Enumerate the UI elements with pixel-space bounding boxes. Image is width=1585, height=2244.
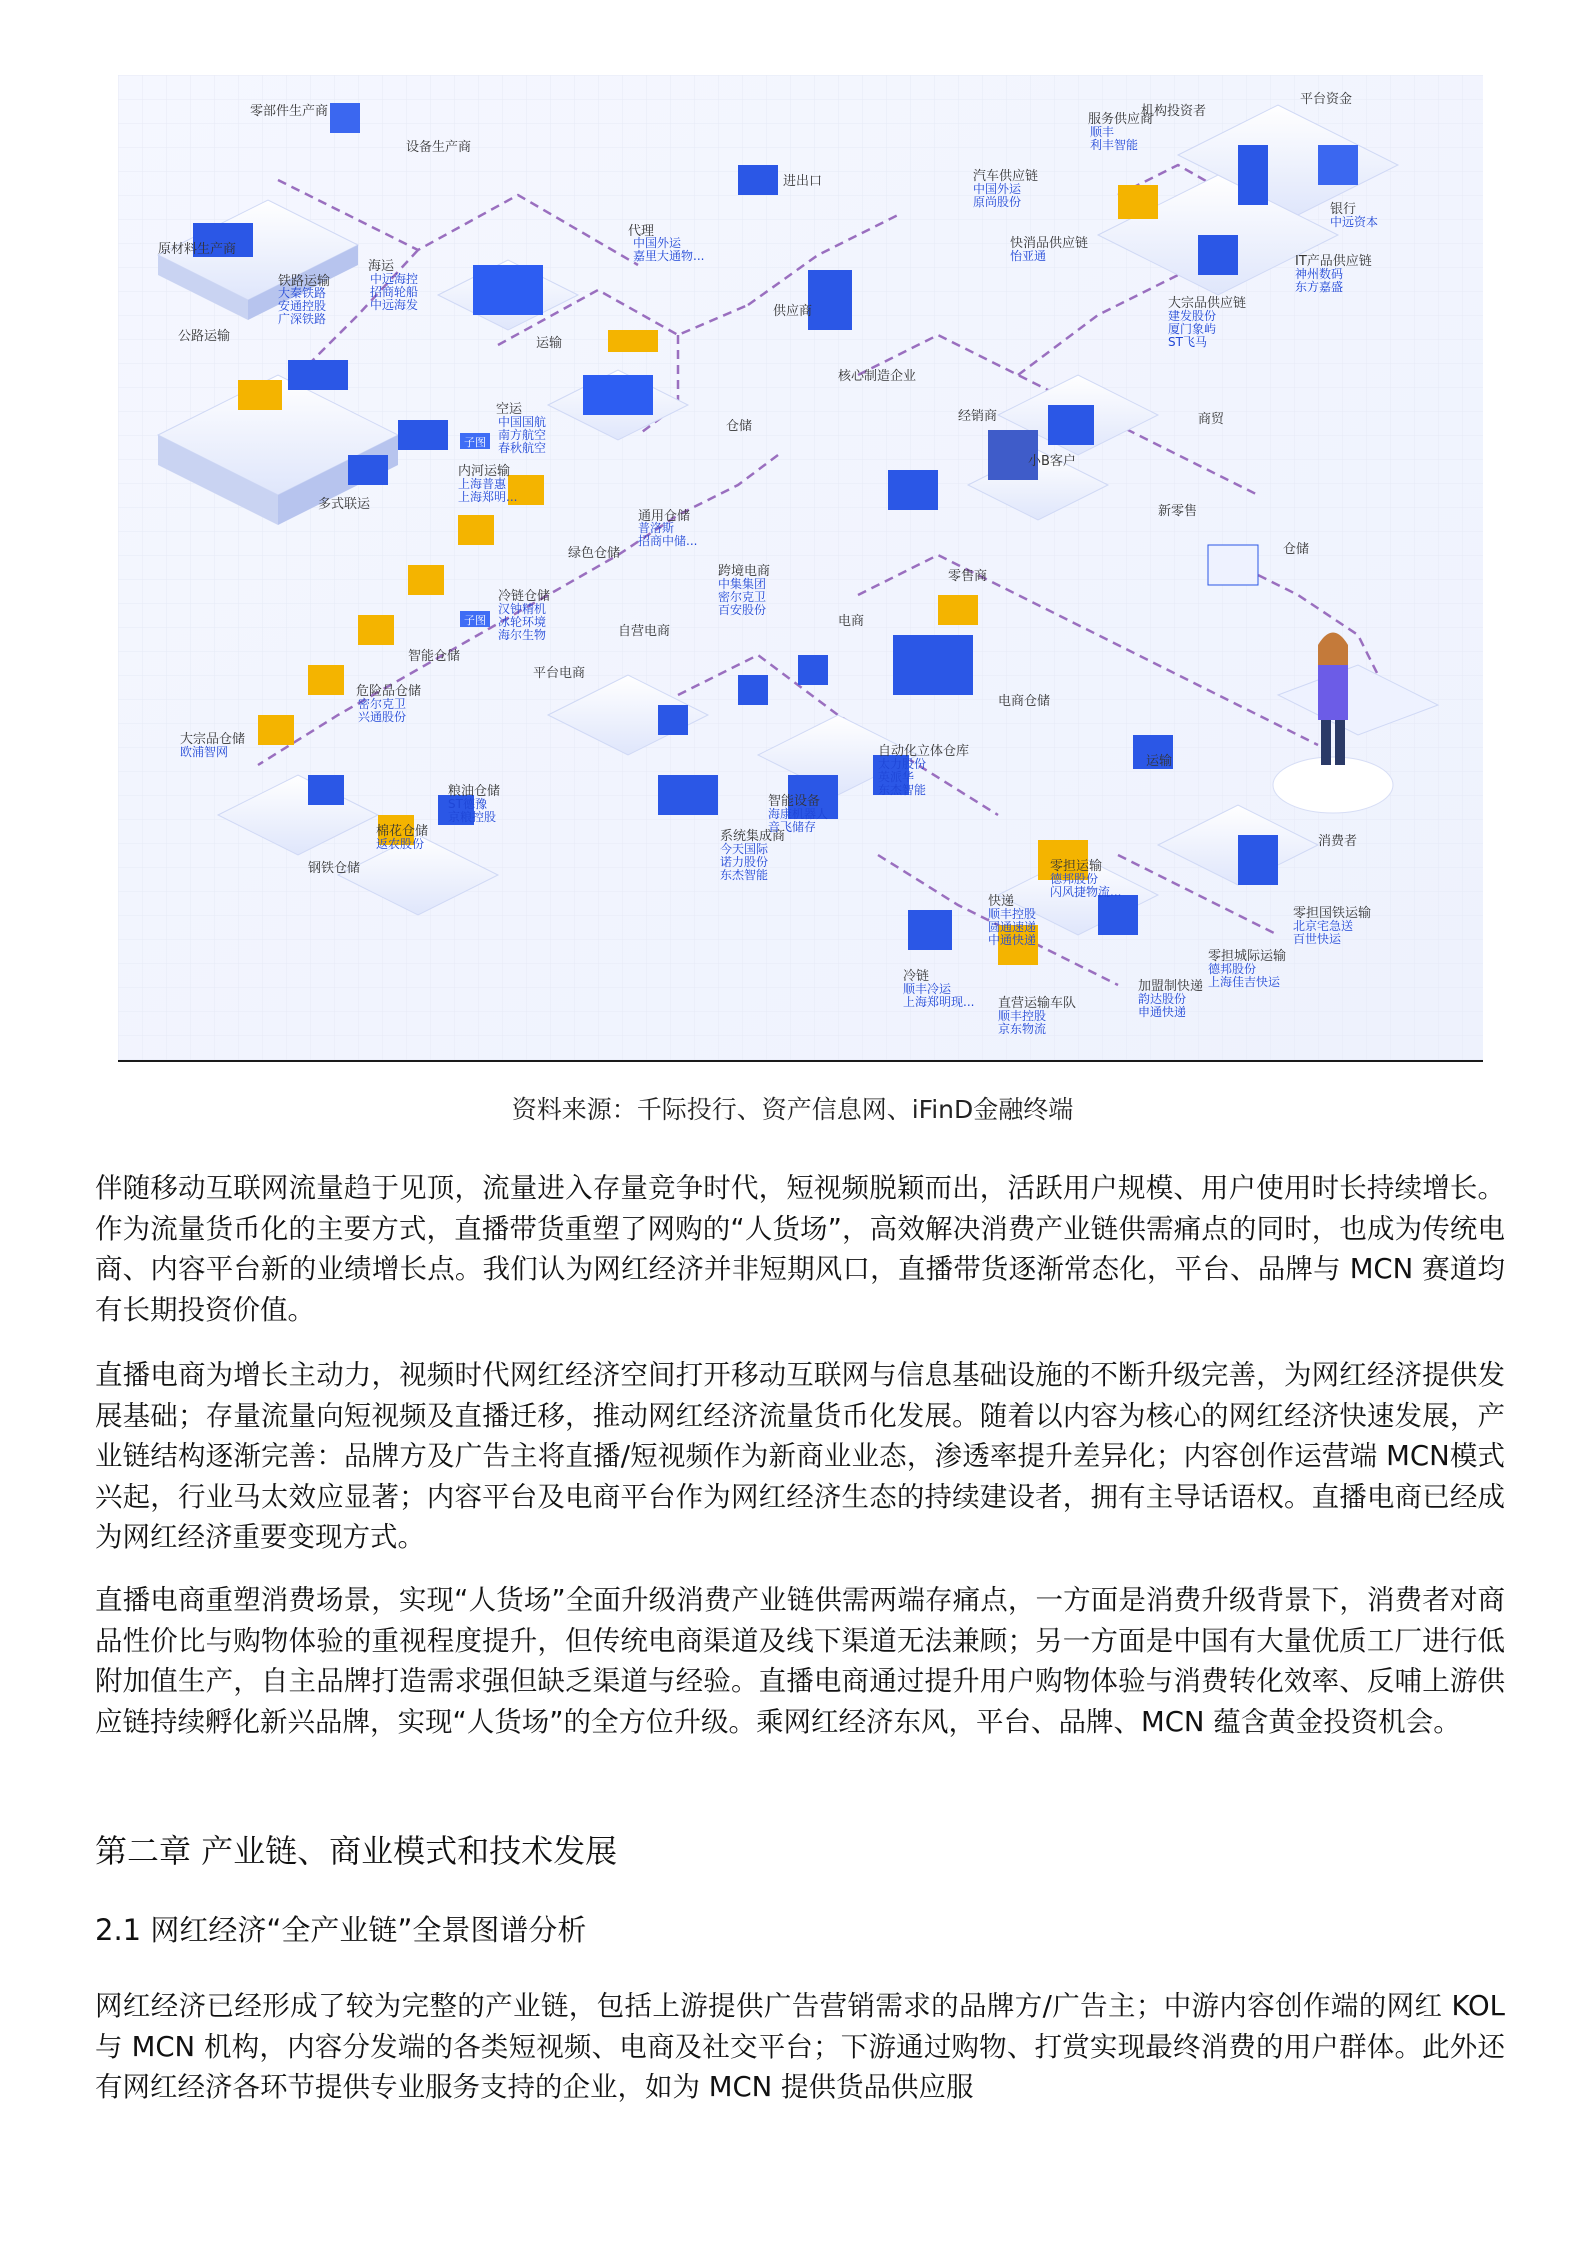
label-express: 快递: [988, 894, 1015, 909]
label-sys-integrator: 系统集成商: [720, 829, 786, 844]
company-name: 返农股份: [376, 837, 425, 851]
company-name: 上海佳吉快运: [1208, 975, 1281, 989]
company-name: 招商中储...: [638, 534, 698, 548]
tag-subsidiary-2: 子图: [464, 614, 486, 627]
label-ecom-wh: 电商仓储: [998, 694, 1051, 709]
company-name: 申通快递: [1138, 1005, 1187, 1019]
industry-chain-diagram: [118, 75, 1483, 1060]
company-name: 厦门象屿: [1168, 322, 1217, 336]
label-green-wh: 绿色仓储: [568, 546, 621, 561]
company-name: 建发股份: [1168, 309, 1217, 323]
company-name: 冰轮环境: [498, 615, 547, 629]
label-franchise: 加盟制快递: [1138, 979, 1204, 994]
companies-sys: [720, 841, 769, 882]
company-name: 中国外运: [633, 236, 682, 250]
company-name: 密尔克卫: [358, 697, 407, 711]
company-name: 密尔克卫: [718, 590, 767, 604]
company-name: 南方航空: [498, 428, 547, 442]
label-sea: 海运: [368, 259, 395, 274]
company-name: 春秋航空: [498, 441, 547, 455]
company-name: 京东物流: [998, 1022, 1047, 1036]
label-warehouse-2: 仓储: [1283, 542, 1310, 557]
company-name: ST德豫: [448, 797, 487, 811]
company-name: 中远海控: [370, 272, 419, 286]
paragraph-4: 网红经济已经形成了较为完整的产业链，包括上游提供广告营销需求的品牌方/广告主；中游内容创作端的网红 KOL 与 MCN 机构，内容分发端的各类短视频、电商及社交平台；下游通过购物、打赏实现最终消费的用户群体。此外还有网红经济各环节提供专业服务支持的企业，如为 MCN 提供货品供应服: [95, 1990, 1505, 2103]
figure-caption: 资料来源：千际投行、资产信息网、iFinD金融终端: [511, 1095, 1074, 1124]
label-smart-wh: 智能仓储: [408, 649, 461, 664]
company-name: ST飞马: [1168, 335, 1207, 349]
companies-hazard: [358, 696, 406, 724]
tag-subsidiary: 子图: [464, 436, 486, 449]
label-transport: 运输: [536, 336, 563, 351]
label-import-export: 进出口: [783, 174, 823, 189]
companies-bulk: [180, 744, 228, 759]
label-trade: 商贸: [1198, 412, 1225, 427]
label-bulk-supplier: 大宗品供应链: [1168, 296, 1247, 311]
paragraph-2: 直播电商为增长主动力，视频时代网红经济空间打开移动互联网与信息基础设施的不断升级完善，为网红经济提供发展基础；存量流量向短视频及直播迁移，推动网红经济流量货币化发展。随着以内容为核心的网红经济快速发展，产业链结构逐渐完善：品牌方及广告主将直播/短视频作为新商业业态，渗透率提升差异化；内容创作运营端 MCN模式兴起，行业马太效应显著；内容平台及电商平台作为网红经济生态的持续建设者，拥有主导话语权。直播电商已经成为网红经济重要变现方式。: [95, 1359, 1505, 1553]
label-rail-ltl: 零担国铁运输: [1293, 906, 1372, 921]
label-new-retail: 新零售: [1158, 504, 1198, 519]
label-auto-supplier: 汽车供应链: [973, 169, 1039, 184]
company-name: 上海郑明...: [458, 490, 518, 504]
companies-cold-wh: [498, 601, 546, 642]
company-name: 中远资本: [1330, 215, 1379, 229]
company-name: 顺丰: [1090, 125, 1115, 139]
companies-franchise: [1138, 991, 1186, 1019]
label-smart-equip: 智能设备: [768, 794, 821, 809]
company-name: 招商轮船: [370, 285, 419, 299]
label-cold-chain: 冷链: [903, 969, 930, 984]
company-name: 圆通速递: [988, 920, 1037, 934]
label-highway: 公路运输: [178, 329, 231, 344]
company-name: 上海普惠: [458, 477, 507, 491]
company-name: 神州数码: [1295, 267, 1344, 281]
label-warehouse: 仓储: [726, 419, 753, 434]
label-agent: 代理: [628, 224, 655, 239]
company-name: 兴通股份: [358, 710, 407, 724]
company-name: 安通控股: [278, 299, 327, 313]
company-name: 东杰智能: [878, 783, 927, 797]
company-name: 广深铁路: [278, 312, 327, 326]
company-name: 顺丰冷运: [903, 982, 952, 996]
label-cold-wh: 冷链仓储: [498, 589, 551, 604]
label-it-supplier: IT产品供应链: [1295, 254, 1372, 269]
company-name: 今天国际: [720, 842, 769, 856]
label-self-ecom: 自营电商: [618, 624, 671, 639]
company-name: 中国外运: [973, 182, 1022, 196]
company-name: 嘉里大通物...: [633, 249, 705, 263]
chapter-heading: 第二章 产业链、商业模式和技术发展: [95, 1832, 618, 1870]
label-bulk-wh: 大宗品仓储: [180, 732, 246, 747]
company-name: 德邦股份: [1050, 872, 1099, 886]
company-name: 诺力股份: [720, 855, 769, 869]
companies-air: [498, 414, 546, 455]
label-small-b: 小B客户: [1028, 454, 1076, 469]
company-name: 中远海发: [370, 298, 419, 312]
company-name: 英派华: [878, 770, 915, 784]
companies-it: [1295, 266, 1343, 294]
label-investor: 机构投资者: [1141, 104, 1207, 119]
companies-auto-sup: [973, 181, 1022, 209]
companies-fast: [1010, 248, 1046, 263]
company-name: 怡亚通: [1010, 249, 1047, 263]
label-parts-maker: 零部件生产商: [250, 104, 329, 119]
company-name: 百安股份: [718, 603, 767, 617]
label-transport-2: 运输: [1146, 754, 1173, 769]
label-air: 空运: [496, 402, 523, 417]
companies-cotton: [376, 837, 424, 851]
companies-express: [988, 906, 1036, 947]
company-name: 韵达股份: [1138, 992, 1187, 1006]
company-name: 德邦股份: [1208, 962, 1257, 976]
company-name: 普洛斯: [638, 521, 675, 535]
label-equipment-maker: 设备生产商: [406, 140, 472, 155]
company-name: 顺丰控股: [998, 1009, 1047, 1023]
company-name: 中通快递: [988, 933, 1037, 947]
label-raw-material: 原材料生产商: [158, 242, 237, 257]
company-name: 海尔生物: [498, 628, 547, 642]
label-retailer: 零售商: [948, 569, 988, 584]
label-bank: 银行: [1330, 202, 1357, 217]
label-ltl: 零担运输: [1050, 859, 1103, 874]
paragraph-1: 伴随移动互联网流量趋于见顶，流量进入存量竞争时代，短视频脱颖而出，活跃用户规模、用户使用时长持续增长。作为流量货币化的主要方式，直播带货重塑了网购的“人货场”，高效解决消费产业链供需痛点的同时，也成为传统电商、内容平台新的业绩增长点。我们认为网红经济并非短期风口，直播带货逐渐常态化，平台、品牌与 MCN 赛道均有长期投资价值。: [95, 1172, 1505, 1326]
company-name: 顺丰控股: [988, 907, 1037, 921]
company-name: 音飞储存: [768, 820, 817, 834]
companies-rail: [278, 285, 326, 326]
paragraph-3: 直播电商重塑消费场景，实现“人货场”全面升级消费产业链供需两端存痛点，一方面是消费升级背景下，消费者对商品性价比与购物体验的重视程度提升，但传统电商渠道及线下渠道无法兼顾；另一方面是中国有大量优质工厂进行低附加值生产，自主品牌打造需求强但缺乏渠道与经验。直播电商通过提升用户购物体验与消费转化效率、反哺上游供应链持续孵化新兴品牌，实现“人货场”的全方位升级。乘网红经济东风，平台、品牌、MCN 蕴含黄金投资机会。: [95, 1584, 1505, 1738]
company-name: 欧浦智网: [180, 745, 229, 759]
label-steel-wh: 钢铁仓储: [308, 861, 361, 876]
companies-ecom: [718, 576, 766, 617]
label-auto-wh: 自动化立体仓库: [878, 744, 970, 759]
label-platform-ecom: 平台电商: [533, 666, 586, 681]
label-platform-fund: 平台资金: [1300, 92, 1353, 107]
company-name: 东方嘉盛: [1295, 280, 1344, 294]
label-distributor: 经销商: [958, 409, 998, 424]
companies-fleet: [998, 1008, 1046, 1036]
company-name: 京粮控股: [448, 810, 497, 824]
label-hazard-wh: 危险品仓储: [356, 684, 422, 699]
label-fast-supplier: 快消品供应链: [1010, 236, 1089, 251]
label-general-wh: 通用仓储: [638, 509, 691, 524]
label-cotton-wh: 棉花仓储: [376, 824, 429, 839]
label-grain-wh: 粮油仓储: [448, 784, 501, 799]
label-ecom-player: 跨境电商: [718, 564, 771, 579]
company-name: 上海郑明现...: [903, 995, 975, 1009]
label-consumer: 消费者: [1318, 834, 1358, 849]
company-name: 中集集团: [718, 577, 767, 591]
label-inland: 内河运输: [458, 464, 511, 479]
label-rail: 铁路运输: [278, 274, 331, 289]
company-name: 北京宅急送: [1293, 919, 1354, 933]
company-name: 大秦铁路: [278, 286, 327, 300]
company-name: 闪风捷物流...: [1050, 885, 1122, 899]
companies-sea: [370, 271, 418, 312]
label-fleet: 直营运输车队: [998, 996, 1077, 1011]
company-name: 利丰智能: [1090, 138, 1139, 152]
company-name: 中国国航: [498, 415, 547, 429]
label-core-maker: 核心制造企业: [838, 369, 917, 384]
label-service-supplier: 服务供应商: [1088, 112, 1154, 127]
industry-chain-figure: [118, 75, 1483, 1062]
company-name: 东杰智能: [720, 868, 769, 882]
companies-bank: [1330, 214, 1378, 229]
company-name: 海康机器人: [768, 807, 829, 821]
label-city-ltl: 零担城际运输: [1208, 949, 1287, 964]
company-name: 原尚股份: [973, 195, 1022, 209]
section-heading: 2.1 网红经济“全产业链”全景图谱分析: [95, 1913, 587, 1947]
label-ecommerce: 电商: [838, 614, 865, 629]
company-name: 汉钟精机: [498, 602, 547, 616]
company-name: 百世快运: [1293, 932, 1342, 946]
label-multimodal: 多式联运: [318, 497, 371, 512]
label-supplier: 供应商: [773, 304, 813, 319]
company-name: 太力股份: [878, 757, 927, 771]
